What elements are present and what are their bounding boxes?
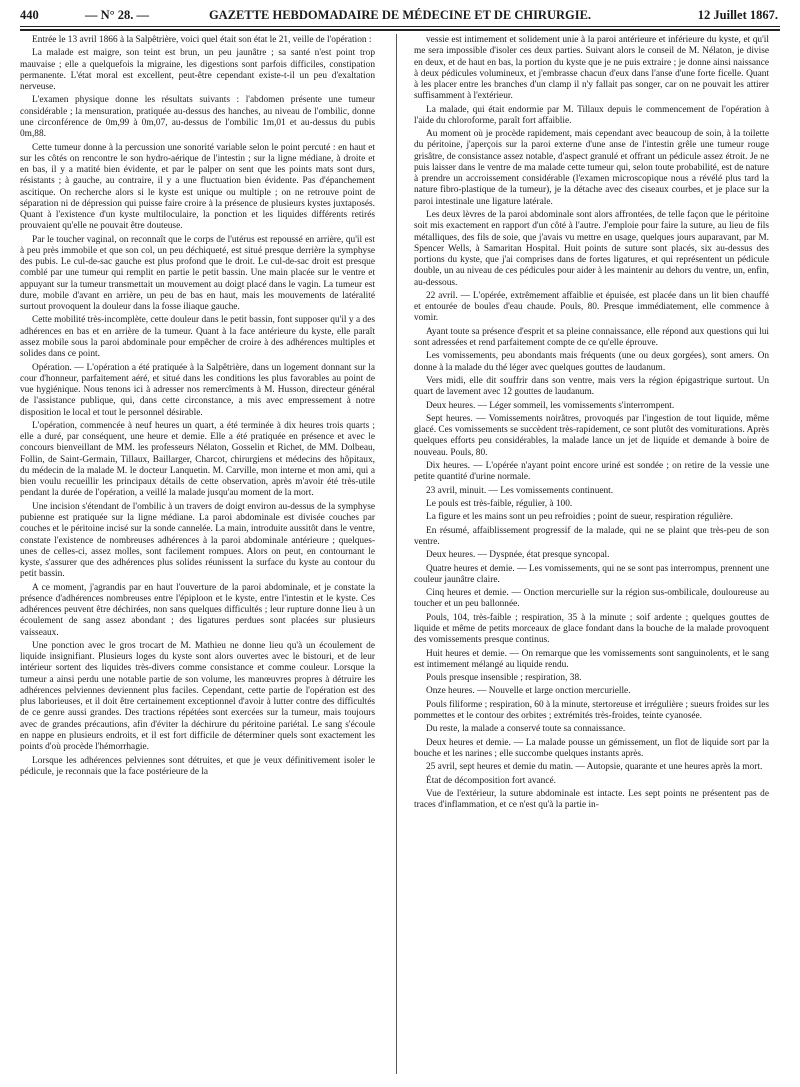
journal-title: GAZETTE HEBDOMADAIRE DE MÉDECINE ET DE CHIRURGIE. xyxy=(208,8,592,22)
paragraph: En résumé, affaiblissement progressif de la malade, qui ne se plaint que très-peu de son ventre. xyxy=(414,525,769,547)
paragraph: Cinq heures et demie. — Onction mercurielle sur la région sus-ombilicale, douloureuse au toucher et un peu ballonnée. xyxy=(414,588,769,610)
issue-date: 12 Juillet 1867. xyxy=(697,8,778,22)
paragraph: Une ponction avec le gros trocart de M. Mathieu ne donne lieu qu'à un écoulement de liquide insignifiant. Plusieurs loges du kyste sont alors ouvertes avec le bistouri, et de leur intérieur sortent des liquides très-divers comme consistance et comme couleur. Lorsque la tumeur a ainsi perdu une notable partie de son volume, les manœuvres propres à détruire les adhérences pelviennes deviennent plus faciles. Cependant, cette partie de l'opération est des plus laborieuses, et il doit être certainement exceptionnel d'avoir à lutter contre des difficultés de ce genre aussi grandes. Des tractions répétées sont exercées sur la tumeur, mais toujours avec de grandes précautions, afin d'éviter la déchirure du péritoine pariétal. Le sang s'écoule en nappe en plusieurs endroits, et il est fort difficile de déterminer quels sont exactement les points d'où procède l'hémorrhagie. xyxy=(20,640,375,753)
paragraph: Vue de l'extérieur, la suture abdominale est intacte. Les sept points ne présentent pas de traces d'inflammation, et ce n'est qu'à la partie in- xyxy=(414,789,769,811)
paragraph: Pouls filiforme ; respiration, 60 à la minute, stertoreuse et irrégulière ; sueurs froides sur les pommettes et le contour des orbites ; extrémités très-froides, teinte cyanosée. xyxy=(414,699,769,722)
paragraph: Par le toucher vaginal, on reconnaît que le corps de l'utérus est repoussé en arrière, qu'il est à peu près immobile et que son col, un peu déchiqueté, est situé presque derrière la symphyse des pubis. Le cul-de-sac gauche est plus profond que le droit. Le cul-de-sac droit est presque comblé par une tumeur qui remplit en partie le petit bassin. Une main placée sur le ventre et appuyant sur la tumeur transmettait un mouvement au doigt placé dans le vagin. La tumeur est dure, mobile d'avant en arrière, un peu de bas en haut, mais les mouvements de latéralité surtout provoquent la douleur dans la fosse iliaque gauche. xyxy=(20,234,375,313)
paragraph: Cette mobilité très-incomplète, cette douleur dans le petit bassin, font supposer qu'il y a des adhérences en bas et en arrière de la tumeur. Quant à la face antérieure du kyste, elle paraît assez mobile sous la paroi abdominale pour empêcher de croire à des adhérences multiples et solides dans ce point. xyxy=(20,315,375,360)
paragraph: 25 avril, sept heures et demie du matin. — Autopsie, quarante et une heures après la mort. xyxy=(426,762,763,773)
paragraph: Deux heures. — Dyspnée, état presque syncopal. xyxy=(426,550,610,561)
paragraph: Au moment où je procède rapidement, mais cependant avec beaucoup de soin, à la toilette du péritoine, j'aperçois sur la paroi externe d'une anse de l'intestin grêle une tumeur rouge grisâtre, de consistance assez notable, d'aspect granulé et offrant un pédicule assez étroit. Je ne puis laisser dans le ventre de ma malade cette tumeur qui, selon toute probabilité, est de nature à prendre un accroissement considérable (l'examen microscopique nous a révélé plus tard la nature fibro-plastique de la tumeur), je la détache avec des ciseaux courbes, et je place sur la paroi intestinale une ligature latérale. xyxy=(414,129,769,207)
paragraph: L'examen physique donne les résultats suivants : l'abdomen présente une tumeur considérable ; la mensuration, pratiquée au-dessus des hanches, au niveau de l'ombilic, donne une circonférence de 0m,99 à 0m,07, au-dessus de l'ombilic 1m,01 et au-dessus du pubis 0m,88. xyxy=(20,95,375,140)
right-column xyxy=(414,35,769,1075)
paragraph: Deux heures et demie. — La malade pousse un gémissement, un flot de liquide sort par la bouche et les narines ; elle succombe quelques instants après. xyxy=(414,737,769,759)
paragraph: Cette tumeur donne à la percussion une sonorité variable selon le point percuté : en haut et sur les côtés on rencontre le son hydro-aérique de l'intestin ; sur la ligne médiane, à droite et en bas, il y a matité bien évidente, et par le palper on sent que les points mats sont durs, résistants ; à gauche, au contraire, il y a une fluctuation bien évidente. Pas d'épanchement ascitique. On recherche alors si le kyste est unique ou multiple ; on ne retrouve point de séparation ni de dépression qui puisse faire croire à la présence de plusieurs kystes juxtaposés. Quant à l'existence d'un kyste multiloculaire, la ponction et les liquides différents retirés prouvaient qu'elle ne pouvait être douteuse. xyxy=(20,142,375,232)
paragraph: Opération. — L'opération a été pratiquée à la Salpêtrière, dans un logement donnant sur la cour d'honneur, parfaitement aéré, et situé dans les conditions les plus favorables au point de vue hygiénique. Nous tenons ici à adresser nos remercîments à M. Husson, directeur général de l'assistance publique, qui, dans cette circonstance, a mis avec empressement à notre disposition le local et tout le personnel désirable. xyxy=(20,362,375,418)
paragraph: La malade, qui était endormie par M. Tillaux depuis le commencement de l'opération à l'aide du chloroforme, paraît fort affaiblie. xyxy=(414,104,769,126)
paragraph: Onze heures. — Nouvelle et large onction mercurielle. xyxy=(426,686,631,697)
paragraph: Les deux lèvres de la paroi abdominale sont alors affrontées, de telle façon que le péritoine soit mis exactement en rapport d'un côté à l'autre. J'emploie pour faire la suture, au lieu de fils métalliques, des fils de soie, que j'avais vu mettre en usage, quelques jours auparavant, par M. Spencer Wells, à Samaritan Hospital. Huit points de suture sont placés, six au-dessus des portions du kyste, que j'ai comprises dans de fortes ligatures, et qui représentent un pédicule double, un au niveau de ces pédicules pour aider à les maintenir au dehors du ventre, un, enfin, au-dessous. xyxy=(414,210,769,288)
paragraph: Entrée le 13 avril 1866 à la Salpêtrière, voici quel était son état le 21, veille de l'opération : xyxy=(32,35,372,45)
paragraph: 23 avril, minuit. — Les vomissements continuent. xyxy=(426,485,614,496)
paragraph: Vers midi, elle dit souffrir dans son ventre, mais vers la région épigastrique surtout. Un quart de lavement avec 12 gouttes de laudanum. xyxy=(414,375,769,398)
paragraph: vessie est intimement et solidement unie à la paroi antérieure et inférieure du kyste, et qu'il me sera impossible d'isoler ces deux parties. Suivant alors le conseil de M. Nélaton, je divise en deux, et de haut en bas, la portion du kyste que je ne puis extraire ; je donne ainsi naissance à deux pédicules volumineux, et j'embrasse chacun d'eux dans l'anse d'une forte ficelle. Quant à les placer entre les branches d'un clamp il n'y fallait pas songer, car on ne pouvait les attirer suffisamment à l'extérieur. xyxy=(414,35,769,102)
paragraph: La figure et les mains sont un peu refroidies ; point de sueur, respiration régulière. xyxy=(426,512,733,523)
paragraph: 22 avril. — L'opérée, extrêmement affaiblie et épuisée, est placée dans un lit bien chauffé et entourée de boules d'eau chaude. Pouls, 80. Presque immédiatement, elle commence à vomir. xyxy=(414,290,769,324)
paragraph: Deux heures. — Léger sommeil, les vomissements s'interrompent. xyxy=(426,400,675,411)
paragraph: Quatre heures et demie. — Les vomissements, qui ne se sont pas interrompus, prennent une couleur jaunâtre claire. xyxy=(414,563,769,585)
paragraph: Lorsque les adhérences pelviennes sont détruites, et que je veux définitivement isoler le pédicule, je reconnais que la face postérieure de la xyxy=(20,755,375,777)
paragraph: A ce moment, j'agrandis par en haut l'ouverture de la paroi abdominale, et je constate la présence d'adhérences nombreuses entre l'épiploon et le kyste, entre l'intestin et le kyste. Ces adhérences peuvent être déchirées, non sans quelques difficultés ; leur rupture donne lieu à un écoulement de sang assez abondant ; des ligatures perdues sont placées sur plusieurs vaisseaux. xyxy=(20,582,375,638)
issue-number: — N° 28. — xyxy=(85,8,150,22)
paragraph: Sept heures. — Vomissements noirâtres, provoqués par l'ingestion de tout liquide, même glacé. Ces vomissements se succèdent très-rapidement, ce sont plutôt des vomiturations. Après quelques efforts peu considérables, la malade lance un jet de liquide et demande à boire de nouveau. Pouls, 80. xyxy=(414,413,769,458)
left-column xyxy=(20,35,375,1075)
paragraph: Huit heures et demie. — On remarque que les vomissements sont sanguinolents, et le sang est intimement mélangé au liquide rendu. xyxy=(414,648,769,670)
paragraph: Une incision s'étendant de l'ombilic à un travers de doigt environ au-dessus de la symphyse pubienne est pratiquée sur la ligne médiane. La paroi abdominale est divisée couches par couches et le péritoine incisé sur la sonde cannelée. La main, introduite aussitôt dans le ventre, constate l'existence de nombreuses adhérences à la paroi abdominale antérieure ; quelques-unes de celles-ci, assez molles, sont facilement rompues. Alors on peut, en contournant le kyste, s'assurer que des adhérences plus solides réunissent la surface du kyste au contour du petit bassin. xyxy=(20,501,375,580)
header-rule xyxy=(20,26,780,27)
paragraph: Les vomissements, peu abondants mais fréquents (une ou deux gorgées), sont amers. On donne à la malade du thé léger avec quelques gouttes de laudanum. xyxy=(414,351,769,373)
header-rule-thick xyxy=(20,29,780,31)
paragraph: L'opération, commencée à neuf heures un quart, a été terminée à dix heures trois quarts ; elle a duré, par conséquent, une heure et demie. Elle a été pratiquée en présence et avec le concours bienveillant de MM. les professeurs Nélaton, Gosselin et Richet, de MM. Dolbeau, Follin, de Saint-Germain, Tillaux, Baillarger, Charcot, chirurgiens et médecins des hôpitaux, du médecin de la malade M. le docteur Lanquetin. M. Carville, mon interne et mon ami, qui a bien voulu recueillir les principaux détails de cette observation, après m'avoir été très-utile pendant la durée de l'opération, a veillé la malade jusqu'au moment de la mort. xyxy=(20,420,375,499)
paragraph: État de décomposition fort avancé. xyxy=(426,775,556,786)
paragraph: Dix heures. — L'opérée n'ayant point encore uriné est sondée ; on retire de la vessie une petite quantité d'urine normale. xyxy=(414,460,769,483)
paragraph: La malade est maigre, son teint est brun, un peu jaunâtre ; sa santé n'est point trop mauvaise ; elle a quelquefois la migraine, les digestions sont parfois difficiles, constipation permanente. L'état moral est excellent, peut-être cependant existe-t-il un peu d'exaltation nerveuse. xyxy=(20,48,375,93)
running-header xyxy=(20,4,780,26)
paragraph: Le pouls est très-faible, régulier, à 100. xyxy=(426,498,573,509)
paragraph: Du reste, la malade a conservé toute sa connaissance. xyxy=(426,724,626,735)
column-divider xyxy=(396,34,397,1074)
paragraph: Ayant toute sa présence d'esprit et sa pleine connaissance, elle répond aux questions qui lui sont adressées et rend parfaitement compte de ce qu'elle éprouve. xyxy=(414,326,769,348)
paragraph: Pouls, 104, très-faible ; respiration, 35 à la minute ; soif ardente ; quelques gouttes de liquide et même de petits morceaux de glace fondant dans la bouche de la malade provoquent des vomissements presque continus. xyxy=(414,612,769,646)
page-number: 440 xyxy=(20,8,39,22)
paragraph: Pouls presque insensible ; respiration, 38. xyxy=(426,673,582,684)
